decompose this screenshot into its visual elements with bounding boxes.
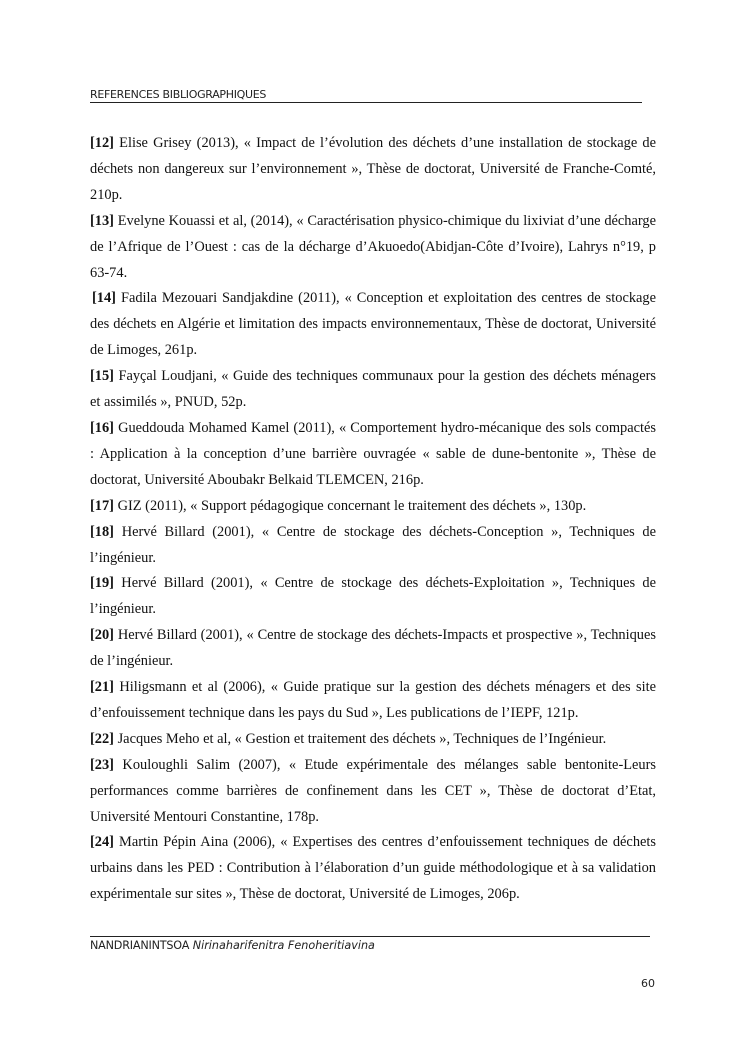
author-given-names: Nirinaharifenitra Fenoheritiavina <box>192 939 375 952</box>
reference-text: Kouloughli Salim (2007), « Etude expérimentale des mélanges sable bentonite-Leurs performances comme barrières de confinement dans les CET », Thèse de doctorat d’Etat, Université Mentouri Constantine, 178p. <box>90 756 656 825</box>
reference-item <box>90 131 656 209</box>
reference-item <box>90 830 656 908</box>
reference-number: [16] <box>90 419 114 436</box>
reference-text: Gueddouda Mohamed Kamel (2011), « Comportement hydro-mécanique des sols compactés : Application à la conception d’une barrière ouvragée « sable de dune-bentonite », Thèse de doctorat, Université Aboubakr Belkaid TLEMCEN, 216p. <box>90 419 656 488</box>
reference-number: [20] <box>90 627 114 644</box>
reference-number: [17] <box>90 497 114 514</box>
reference-item <box>90 571 656 623</box>
reference-item <box>90 286 656 364</box>
reference-text: Hervé Billard (2001), « Centre de stockage des déchets-Impacts et prospective », Techniques de l’ingénieur. <box>90 627 656 670</box>
author-surname: NANDRIANINTSOA <box>90 939 190 952</box>
reference-item <box>90 364 656 416</box>
reference-number: [24] <box>90 834 114 851</box>
reference-number: [18] <box>90 523 114 540</box>
reference-number: [13] <box>90 212 114 229</box>
reference-text: GIZ (2011), « Support pédagogique concernant le traitement des déchets », 130p. <box>113 497 587 514</box>
reference-item <box>90 209 656 287</box>
header-title: REFERENCES BIBLIOGRAPHIQUES <box>90 88 267 101</box>
reference-text: Hiligsmann et al (2006), « Guide pratique sur la gestion des déchets ménagers et des site d’enfouissement technique dans les pays du Sud », Les publications de l’IEPF, 121p. <box>90 679 656 721</box>
reference-text: Martin Pépin Aina (2006), « Expertises des centres d’enfouissement techniques de déchets urbains dans les PED : Contribution à l’élaboration d’un guide méthodologique et à sa validation expérimentale sur sites », Thèse de doctorat, Université de Limoges, 206p. <box>90 834 656 903</box>
reference-number: [14] <box>92 290 116 307</box>
footer-author <box>90 939 375 952</box>
page-number: 60 <box>641 977 655 990</box>
footer-divider <box>90 936 650 937</box>
reference-number: [15] <box>90 368 114 385</box>
reference-number: [23] <box>90 756 114 773</box>
page-header <box>90 88 642 103</box>
reference-number: [22] <box>90 730 114 747</box>
reference-number: [21] <box>90 679 114 696</box>
reference-text: Evelyne Kouassi et al, (2014), « Caractérisation physico-chimique du lixiviat d’une décharge de l’Afrique de l’Ouest : cas de la décharge d’Akuoedo(Abidjan-Côte d’Ivoire), Lahrys n°19, p 63-74. <box>90 212 656 281</box>
reference-text: Hervé Billard (2001), « Centre de stockage des déchets-Exploitation », Techniques de l’ingénieur. <box>90 575 656 618</box>
reference-number: [19] <box>90 575 114 592</box>
reference-item <box>90 753 656 831</box>
reference-item <box>90 727 656 753</box>
reference-text: Elise Grisey (2013), « Impact de l’évolution des déchets d’une installation de stockage de déchets non dangereux sur l’environnement », Thèse de doctorat, Université de Franche-Comté, 210p. <box>90 135 656 203</box>
reference-list <box>90 131 656 908</box>
reference-item <box>90 520 656 572</box>
reference-text: Fayçal Loudjani, « Guide des techniques communaux pour la gestion des déchets ménagers et assimilés », PNUD, 52p. <box>90 368 656 411</box>
reference-item <box>90 675 656 727</box>
reference-text: Hervé Billard (2001), « Centre de stockage des déchets-Conception », Techniques de l’ingénieur. <box>90 523 656 566</box>
reference-item <box>90 623 656 675</box>
reference-item <box>90 494 656 520</box>
reference-item <box>90 416 656 494</box>
reference-text: Fadila Mezouari Sandjakdine (2011), « Conception et exploitation des centres de stockage des déchets en Algérie et limitation des impacts environnementaux, Thèse de doctorat, Université de Limoges, 261p. <box>90 290 656 359</box>
reference-number: [12] <box>90 135 114 151</box>
reference-text: Jacques Meho et al, « Gestion et traitement des déchets », Techniques de l’Ingénieur. <box>113 730 607 747</box>
